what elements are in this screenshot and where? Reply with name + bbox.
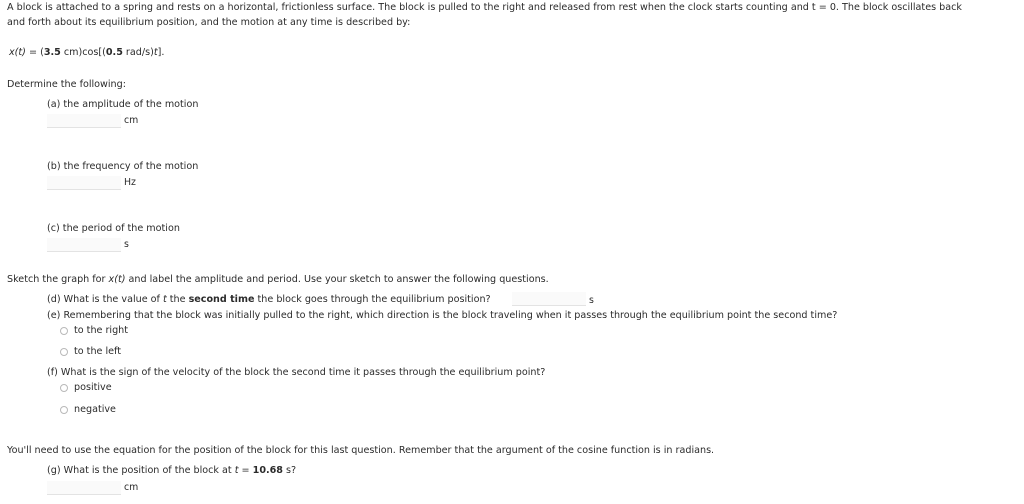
equation-lhs: x(t) (9, 47, 26, 58)
question-c-label: (c) the period of the motion (47, 223, 180, 234)
amplitude-unit: cm (124, 115, 139, 126)
sketch-xt: x(t) (108, 274, 126, 285)
question-d-bold: second time (188, 294, 255, 305)
position-at-time-input[interactable] (47, 481, 121, 495)
second-equilibrium-time-input[interactable] (512, 292, 586, 306)
question-g-pre: (g) What is the position of the block at (47, 465, 235, 476)
question-a-label: (a) the amplitude of the motion (47, 99, 199, 110)
question-d-post: the block goes through the equilibrium position? (254, 294, 491, 305)
equation-t: t (153, 47, 158, 58)
position-equation (9, 47, 164, 59)
sketch-post: and label the amplitude and period. Use your sketch to answer the following questions. (125, 274, 549, 285)
radio-label-positive[interactable]: positive (74, 382, 112, 393)
frequency-unit: Hz (124, 177, 136, 188)
equation-amplitude-unit: cm)cos[( (60, 47, 106, 58)
question-e-label: (e) Remembering that the block was initially pulled to the right, which direction is the block traveling when it passes through the equilibrium point the second time? (47, 310, 838, 321)
period-input[interactable] (47, 238, 121, 252)
equation-omega-unit: rad/s) (122, 47, 154, 58)
radio-positive[interactable] (60, 384, 68, 392)
last-question-note: You'll need to use the equation for the position of the block for this last question. Remember that the argument of the cosine function is in radians. (7, 445, 715, 456)
question-g-t: t (234, 465, 239, 476)
question-g-label (47, 465, 296, 477)
question-d-mid: the (166, 294, 189, 305)
period-unit: s (124, 239, 129, 250)
radio-label-negative[interactable]: negative (74, 404, 116, 415)
question-b-label: (b) the frequency of the motion (47, 161, 199, 172)
question-g-mid: = (238, 465, 253, 476)
radio-label-to-the-right[interactable]: to the right (74, 325, 129, 336)
question-d-t: t (162, 294, 167, 305)
equation-amplitude: 3.5 (43, 47, 61, 58)
problem-intro-line-2: and forth about its equilibrium position, and the motion at any time is described by: (7, 17, 411, 28)
sketch-instruction (7, 274, 549, 286)
sketch-pre: Sketch the graph for (7, 274, 109, 285)
radio-negative[interactable] (60, 406, 68, 414)
question-g-post: s? (283, 465, 297, 476)
question-d-pre: (d) What is the value of (47, 294, 163, 305)
problem-intro-line-1: A block is attached to a spring and rests on a horizontal, frictionless surface. The block is pulled to the right and released from rest when the clock starts counting and t = 0. The block oscillates back (7, 2, 962, 13)
frequency-input[interactable] (47, 176, 121, 190)
question-f-label: (f) What is the sign of the velocity of the block the second time it passes through the equilibrium point? (47, 367, 546, 378)
amplitude-input[interactable] (47, 114, 121, 128)
determine-label: Determine the following: (7, 79, 126, 90)
question-d-label (47, 294, 491, 306)
equation-omega: 0.5 (105, 47, 123, 58)
position-at-time-unit: cm (124, 482, 139, 493)
radio-to-the-left[interactable] (60, 348, 68, 356)
equation-suffix: ]. (157, 47, 165, 58)
radio-to-the-right[interactable] (60, 327, 68, 335)
radio-label-to-the-left[interactable]: to the left (74, 346, 122, 357)
equation-rhs-prefix: = ( (25, 47, 44, 58)
second-equilibrium-time-unit: s (589, 295, 594, 306)
question-g-time: 10.68 (252, 465, 283, 476)
